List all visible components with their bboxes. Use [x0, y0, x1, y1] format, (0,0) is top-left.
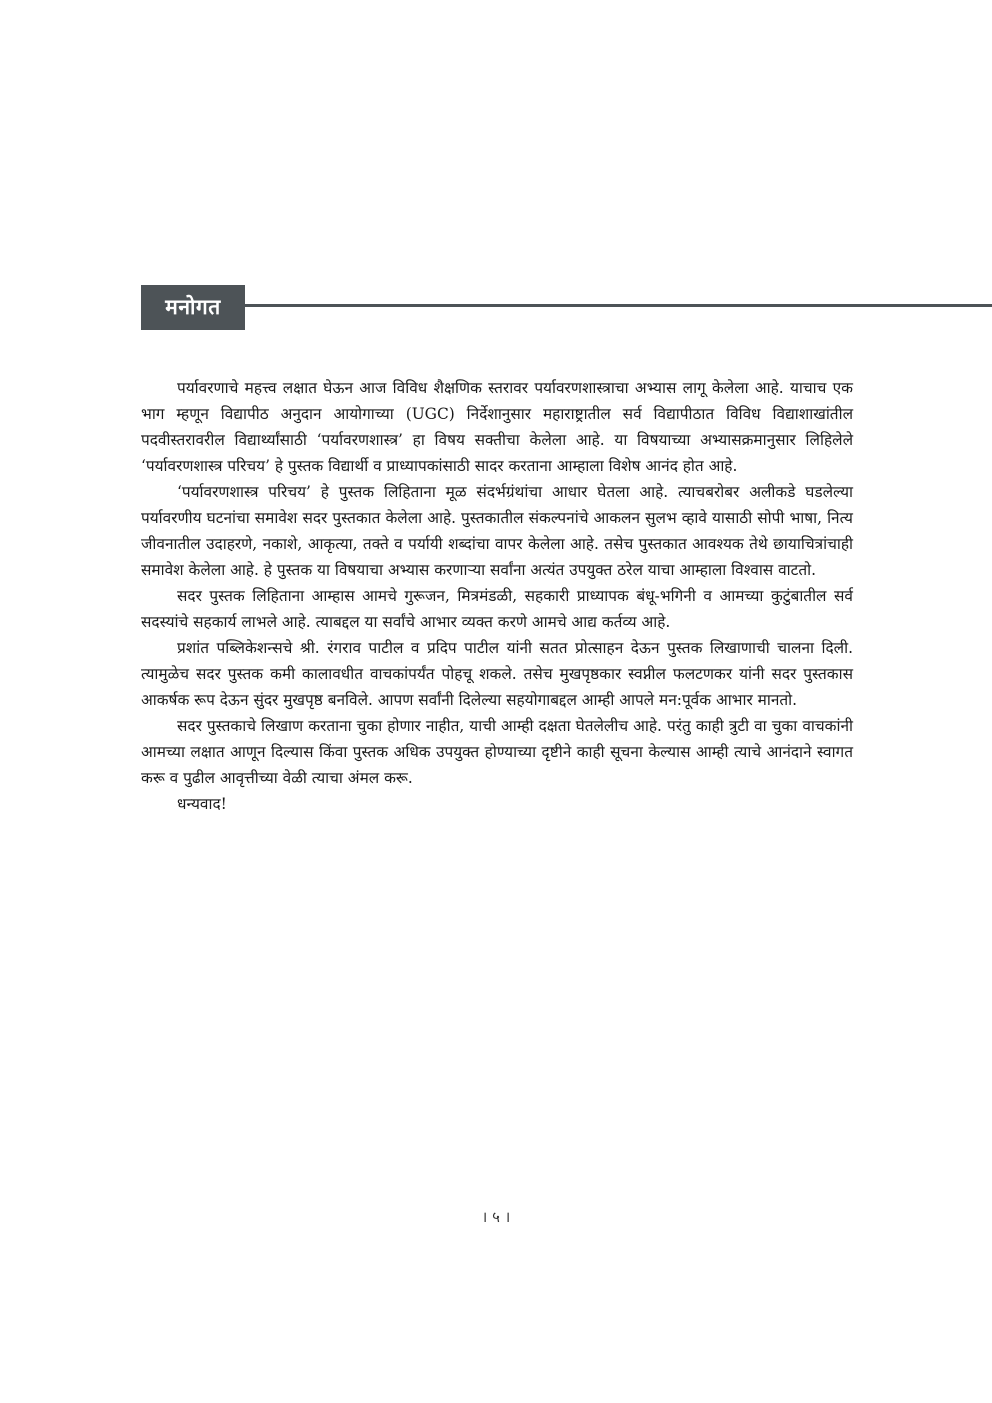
paragraph-sources: ‘पर्यावरणशास्त्र परिचय’ हे पुस्तक लिहिताना मूळ संदर्भग्रंथांचा आधार घेतला आहे. त्याचबरोबर अलीकडे घडलेल्या पर्यावरणीय घटनांचा समावेश सदर पुस्तकात केलेला आहे. पुस्तकातील संकल्पनांचे आकलन सुलभ व्हावे यासाठी सोपी भाषा, नित्य जीवनातील उदाहरणे, नकाशे, आकृत्या, तक्ते व पर्यायी शब्दांचा वापर केलेला आहे. तसेच पुस्तकात आवश्यक तेथे छायाचित्रांचाही समावेश केलेला आहे. हे पुस्तक या विषयाचा अभ्यास करणाऱ्या सर्वांना अत्यंत उपयुक्त ठरेल याचा आम्हाला विश्वास वाटतो. [141, 483, 853, 579]
section-title: मनोगत [141, 285, 245, 330]
heading-divider [245, 304, 992, 307]
page-number: । ५ । [481, 1208, 511, 1226]
paragraph-publisher-thanks: प्रशांत पब्लिकेशन्सचे श्री. रंगराव पाटील व प्रदिप पाटील यांनी सतत प्रोत्साहन देऊन पुस्तक लिखाणाची चालना दिली. त्यामुळेच सदर पुस्तक कमी कालावधीत वाचकांपर्यंत पोहचू शकले. तसेच मुखपृष्ठकार स्वप्नील फलटणकर यांनी सदर पुस्तकास आकर्षक रूप देऊन सुंदर मुखपृष्ठ बनविले. आपण सर्वांनी दिलेल्या सहयोगाबद्दल आम्ही आपले मन:पूर्वक आभार मानतो. [141, 639, 853, 709]
paragraph-feedback: सदर पुस्तकाचे लिखाण करताना चुका होणार नाहीत, याची आम्ही दक्षता घेतलेलीच आहे. परंतु काही त्रुटी वा चुका वाचकांनी आमच्या लक्षात आणून दिल्यास किंवा पुस्तक अधिक उपयुक्त होण्याच्या दृष्टीने काही सूचना केल्यास आम्ही त्याचे आनंदाने स्वागत करू व पुढील आवृत्तीच्या वेळी त्याचा अंमल करू. [141, 717, 853, 787]
paragraph-acknowledgement: सदर पुस्तक लिहिताना आम्हास आमचे गुरूजन, मित्रमंडळी, सहकारी प्राध्यापक बंधू-भगिनी व आमच्या कुटुंबातील सर्व सदस्यांचे सहकार्य लाभले आहे. त्याबद्दल या सर्वांचे आभार व्यक्त करणे आमचे आद्य कर्तव्य आहे. [141, 587, 853, 631]
preface-body [141, 375, 853, 817]
paragraph-closing: धन्यवाद! [177, 795, 227, 813]
section-heading [141, 285, 992, 330]
paragraph-intro: पर्यावरणाचे महत्त्व लक्षात घेऊन आज विविध शैक्षणिक स्तरावर पर्यावरणशास्त्राचा अभ्यास लागू केलेला आहे. याचाच एक भाग म्हणून विद्यापीठ अनुदान आयोगाच्या (UGC) निर्देशानुसार महाराष्ट्रातील सर्व विद्यापीठात विविध विद्याशाखांतील पदवीस्तरावरील विद्यार्थ्यांसाठी ‘पर्यावरणशास्त्र’ हा विषय सक्तीचा केलेला आहे. या विषयाच्या अभ्यासक्रमानुसार लिहिलेले ‘पर्यावरणशास्त्र परिचय’ हे पुस्तक विद्यार्थी व प्राध्यापकांसाठी सादर करताना आम्हाला विशेष आनंद होत आहे. [141, 379, 853, 475]
